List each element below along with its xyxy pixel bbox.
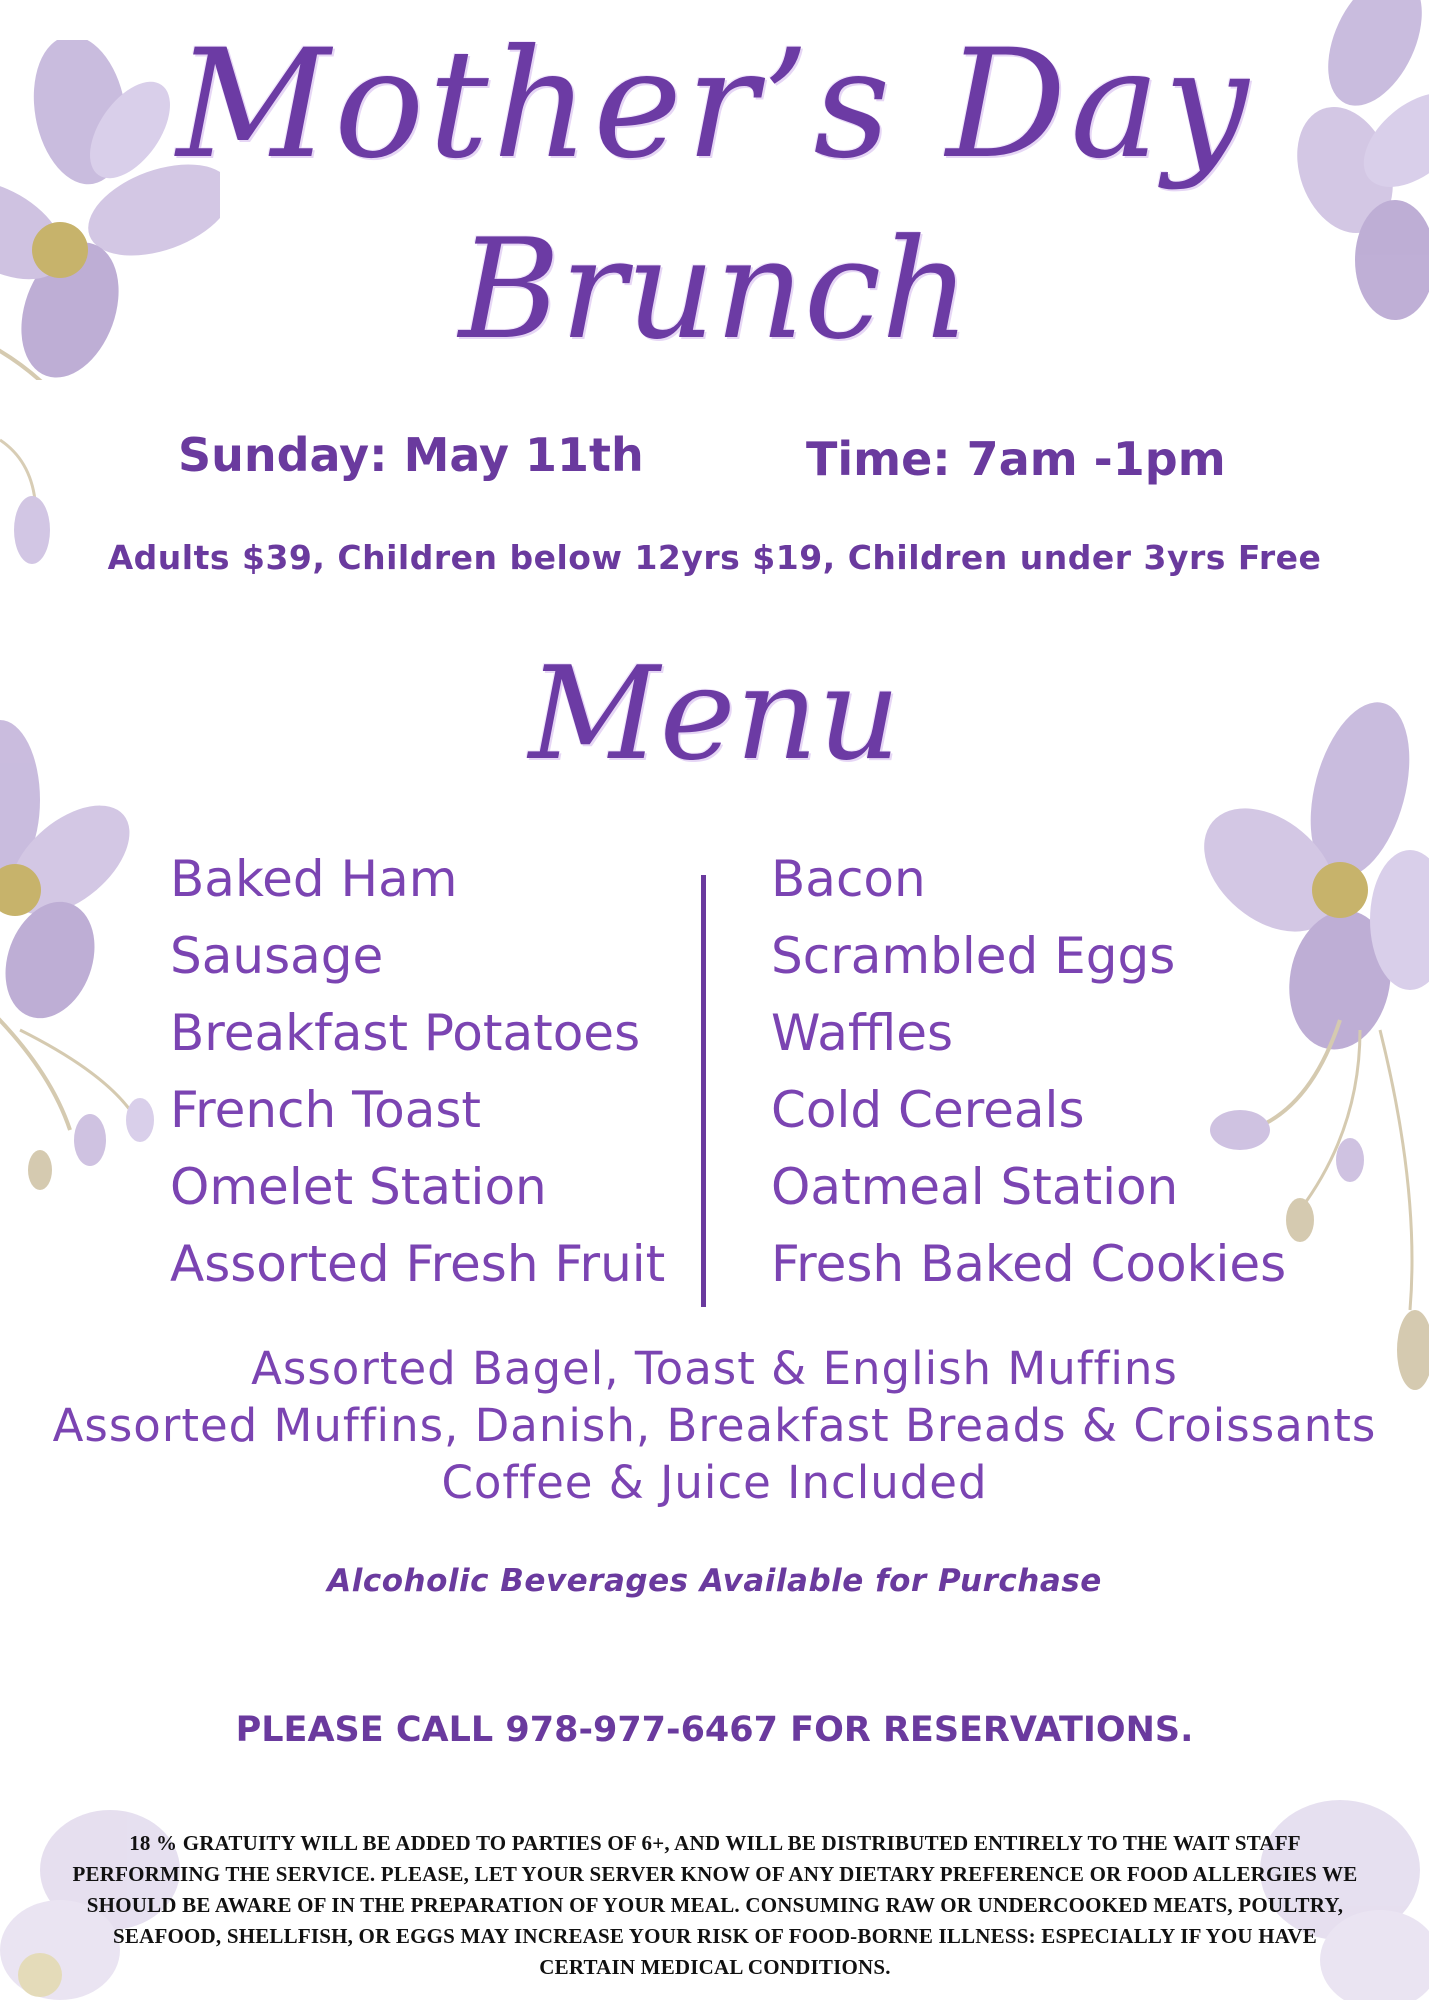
- disclaimer-text: 18 % GRATUITY WILL BE ADDED TO PARTIES OF 6+, AND WILL BE DISTRIBUTED ENTIRELY TO THE WAIT STAFF PERFORMING THE SERVICE. PLEASE, LET YOUR SERVER KNOW OF ANY DIETARY PREFERENCE OR FOOD ALLERGIES WE SHOULD BE AWARE OF IN THE PREPARATION OF YOUR MEAL. CONSUMING RAW OR UNDERCOOKED MEATS, POULTRY, SEAFOOD, SHELLFISH, OR EGGS MAY INCREASE YOUR RISK OF FOOD-BORNE ILLNESS: ESPECIALLY IF YOU HAVE CERTAIN MEDICAL CONDITIONS.: [72, 1831, 1358, 1979]
- menu-item: Waffles: [771, 1004, 954, 1062]
- menu-item: Cold Cereals: [771, 1081, 1085, 1139]
- menu-item: French Toast: [170, 1081, 482, 1139]
- reservation-call: PLEASE CALL 978-977-6467 FOR RESERVATIONS.: [235, 1710, 1194, 1750]
- alcohol-note: Alcoholic Beverages Available for Purchase: [327, 1563, 1102, 1599]
- extras-line: Coffee & Juice Included: [441, 1456, 988, 1509]
- event-date: Sunday: May 11th: [178, 428, 644, 482]
- menu-item: Omelet Station: [170, 1158, 547, 1216]
- menu-extras: [0, 1340, 1429, 1511]
- menu-item: Scrambled Eggs: [771, 927, 1176, 985]
- event-time: Time: 7am -1pm: [806, 432, 1226, 486]
- menu-item: Oatmeal Station: [771, 1158, 1179, 1216]
- title-line-1: Mother’s Day: [176, 18, 1253, 192]
- title-line-2: Brunch: [458, 209, 971, 370]
- menu-item: Baked Ham: [170, 850, 458, 908]
- menu-item: Fresh Baked Cookies: [771, 1235, 1287, 1293]
- menu-item: Assorted Fresh Fruit: [170, 1235, 666, 1293]
- extras-line: Assorted Bagel, Toast & English Muffins: [251, 1342, 1178, 1395]
- menu-item: Bacon: [771, 850, 926, 908]
- menu-item: Sausage: [170, 927, 384, 985]
- menu-item: Breakfast Potatoes: [170, 1004, 641, 1062]
- column-divider: [701, 875, 706, 1307]
- menu-heading: Menu: [528, 640, 901, 789]
- menu-left-column: [170, 843, 665, 1305]
- extras-line: Assorted Muffins, Danish, Breakfast Breads & Croissants: [52, 1399, 1377, 1452]
- menu-right-column: [771, 843, 1286, 1305]
- price-list: Adults $39, Children below 12yrs $19, Children under 3yrs Free: [107, 538, 1322, 577]
